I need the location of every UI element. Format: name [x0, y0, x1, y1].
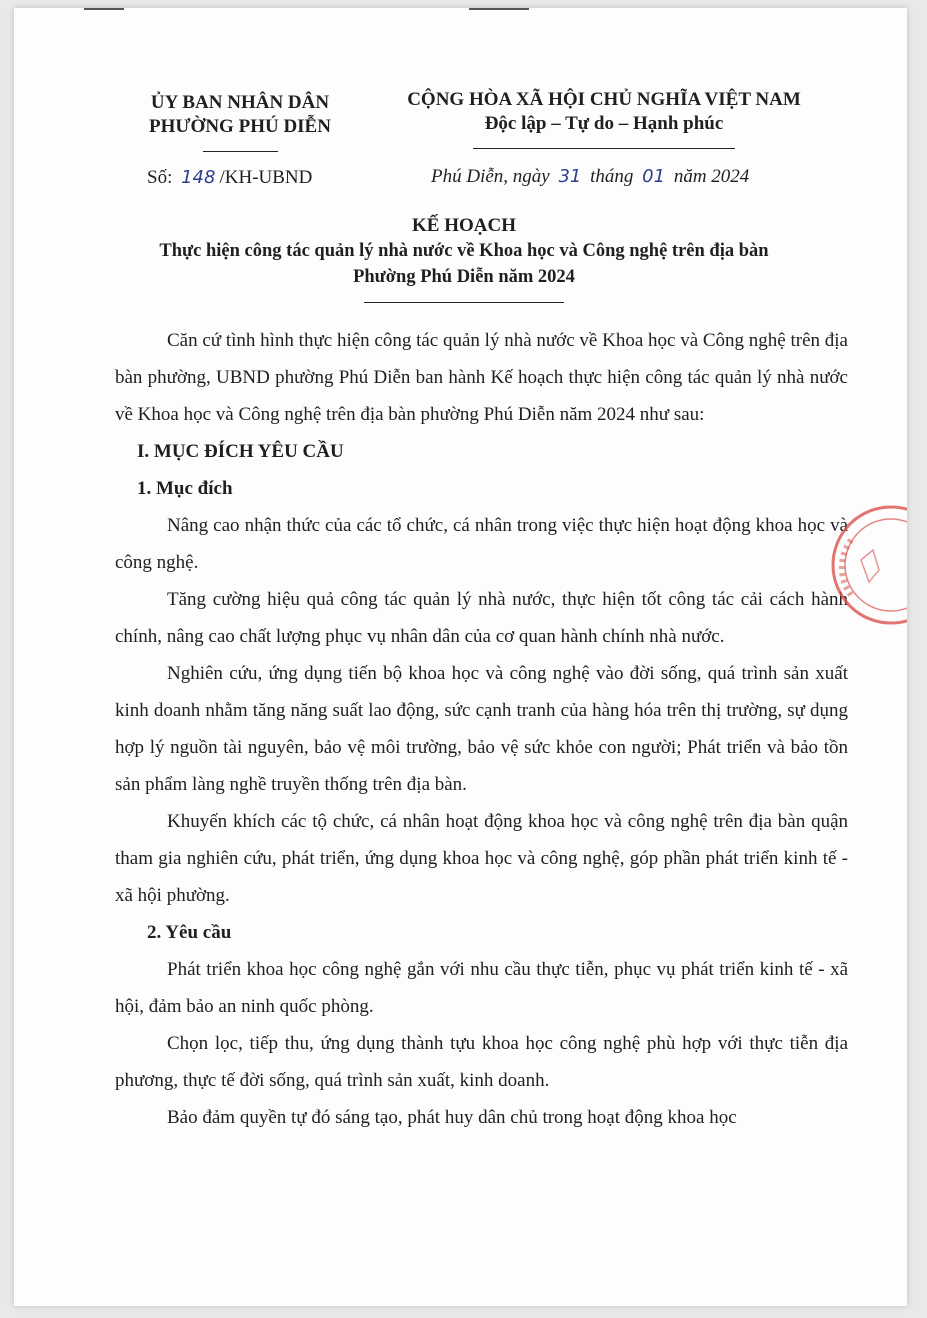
- handwritten-month: 01: [642, 166, 666, 187]
- scan-edge-mark: [469, 8, 529, 10]
- paragraph: Nghiên cứu, ứng dụng tiến bộ khoa học và công nghệ vào đời sống, quá trình sản xuất kinh doanh nhằm tăng năng suất lao động, sức cạnh tranh của hàng hóa trên thị trường, sự dụng hợp lý nguồn tài nguyên, bảo vệ môi trường, bảo vệ sức khỏe con người; Phát triển và bảo tồn sản phẩm làng nghề truyền thống trên địa bàn.: [115, 663, 848, 795]
- paragraph: Chọn lọc, tiếp thu, ứng dụng thành tựu khoa học công nghệ phù hợp với thực tiễn địa phương, thực tế đời sống, quá trình sản xuất, kinh doanh.: [115, 1033, 848, 1091]
- number-prefix: Số:: [147, 167, 173, 188]
- number-suffix: /KH-UBND: [219, 167, 313, 188]
- authority-underline: [203, 151, 278, 152]
- section-heading: I. MỤC ĐÍCH YÊU CẦU: [137, 441, 344, 462]
- issuing-authority: [120, 91, 360, 157]
- authority-line-1: ỦY BAN NHÂN DÂN: [150, 92, 330, 113]
- motto-underline: [473, 148, 735, 149]
- document-number: [147, 166, 312, 190]
- scan-edge-mark: [84, 8, 124, 10]
- national-motto: [384, 88, 824, 154]
- subsection-heading: 2. Yêu cầu: [147, 922, 232, 943]
- paragraph: Phát triển khoa học công nghệ gắn với nhu cầu thực tiễn, phục vụ phát triển kinh tế - xã hội, đảm bảo an ninh quốc phòng.: [115, 959, 848, 1017]
- intro-paragraph: Căn cứ tình hình thực hiện công tác quản lý nhà nước về Khoa học và Công nghệ trên địa bàn phường, UBND phường Phú Diễn ban hành Kế hoạch thực hiện công tác quản lý nhà nước về Khoa học và Công nghệ trên địa bàn phường Phú Diễn năm 2024 như sau:: [115, 330, 848, 425]
- document-title: [74, 214, 854, 308]
- document-body: [115, 322, 848, 1136]
- date-year: năm 2024: [673, 166, 750, 187]
- document-page: [14, 8, 907, 1306]
- authority-line-2: PHƯỜNG PHÚ DIỄN: [149, 116, 331, 137]
- issue-date: [431, 165, 749, 189]
- paragraph: Bảo đảm quyền tự đó sáng tạo, phát huy dân chủ trong hoạt động khoa học: [167, 1107, 737, 1128]
- subsection-heading: 1. Mục đích: [137, 478, 233, 499]
- paragraph: Tăng cường hiệu quả công tác quản lý nhà nước, thực hiện tốt công tác cải cách hành chính, nâng cao chất lượng phục vụ nhân dân của cơ quan hành chính nhà nước.: [115, 589, 848, 647]
- handwritten-number: 148: [181, 167, 216, 188]
- motto: Độc lập – Tự do – Hạnh phúc: [484, 113, 724, 134]
- title-main: KẾ HOẠCH: [412, 215, 516, 236]
- title-sub-2: Phường Phú Diễn năm 2024: [353, 267, 575, 287]
- date-month-label: tháng: [590, 166, 634, 187]
- official-seal-icon: [821, 500, 907, 630]
- date-place: Phú Diễn, ngày: [431, 166, 550, 187]
- title-sub-1: Thực hiện công tác quản lý nhà nước về Khoa học và Công nghệ trên địa bàn: [159, 241, 769, 261]
- paragraph: Nâng cao nhận thức của các tổ chức, cá nhân trong việc thực hiện hoạt động khoa học và công nghệ.: [115, 515, 848, 573]
- handwritten-day: 31: [558, 166, 582, 187]
- country-name: CỘNG HÒA XÃ HỘI CHỦ NGHĨA VIỆT NAM: [407, 89, 801, 110]
- title-underline: [364, 302, 564, 303]
- paragraph: Khuyến khích các tộ chức, cá nhân hoạt động khoa học và công nghệ trên địa bàn quận tham gia nghiên cứu, phát triển, ứng dụng khoa học và công nghệ, góp phần phát triển kinh tế - xã hội phường.: [115, 811, 848, 906]
